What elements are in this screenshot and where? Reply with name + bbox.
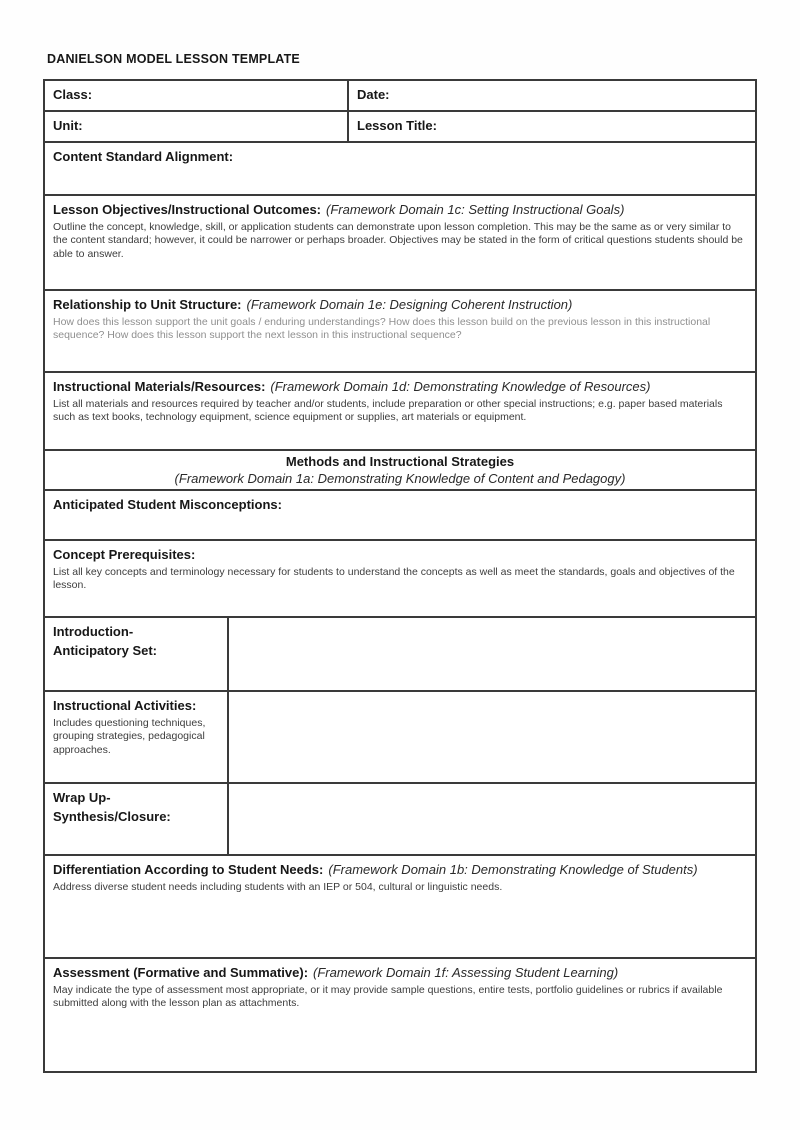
wrap-up-label-line2: Synthesis/Closure: <box>53 808 171 824</box>
section-content-standard <box>45 143 755 196</box>
methods-title: Methods and Instructional Strategies <box>285 454 515 469</box>
section-activities <box>45 692 755 784</box>
differentiation-heading <box>53 861 747 879</box>
row-unit-lesson-title <box>45 112 755 143</box>
class-label: Class: <box>53 87 93 102</box>
lesson-objectives-heading <box>53 201 747 219</box>
prerequisites-description: List all key concepts and terminology necessary for students to understand the concepts as well as meet the standards, goals and objectives of the lesson. <box>53 566 735 592</box>
differentiation-description: Address diverse student needs including students with an IEP or 504, cultural or linguistic needs. <box>53 881 503 893</box>
section-prerequisites <box>45 541 755 618</box>
section-wrap-up <box>45 784 755 856</box>
section-methods-header <box>45 451 755 491</box>
activities-entry-cell <box>227 692 755 782</box>
materials-framework: (Framework Domain 1d: Demonstrating Knowledge of Resources) <box>270 379 651 394</box>
introduction-label-cell <box>45 618 227 690</box>
section-introduction <box>45 618 755 692</box>
materials-description: List all materials and resources required by teacher and/or students, include preparation or other special instructions; e.g. paper based materials such as text books, technology equipment, science equipment or supplies, art materials or equipment. <box>53 398 723 424</box>
assessment-label: Assessment (Formative and Summative): <box>53 965 309 980</box>
section-relationship <box>45 291 755 373</box>
section-materials <box>45 373 755 451</box>
misconceptions-label: Anticipated Student Misconceptions: <box>53 497 282 512</box>
wrap-up-label-line1: Wrap Up- <box>53 790 111 805</box>
lesson-objectives-description: Outline the concept, knowledge, skill, or application students can demonstrate upon lesson completion. This may be the same as or very similar to the content standard; however, it could be narrower or perhaps broader. Objectives may be stated in the form of critical questions students should be able to answer. <box>53 221 743 260</box>
unit-field-cell <box>45 112 347 141</box>
assessment-description: May indicate the type of assessment most appropriate, or it may provide sample questions, entire tests, portfolio guidelines or rubrics if available submitted along with the lesson plan as attachments. <box>53 984 723 1010</box>
unit-label: Unit: <box>53 118 83 133</box>
assessment-heading <box>53 964 747 982</box>
section-lesson-objectives <box>45 196 755 291</box>
section-misconceptions <box>45 491 755 541</box>
introduction-entry-cell <box>227 618 755 690</box>
materials-heading <box>53 378 747 396</box>
date-field-cell <box>347 81 755 110</box>
activities-label-cell <box>45 692 227 782</box>
introduction-label-line1: Introduction- <box>53 624 134 639</box>
prerequisites-label: Concept Prerequisites: <box>53 547 196 562</box>
class-field-cell <box>45 81 347 110</box>
wrap-up-label-cell <box>45 784 227 854</box>
lesson-title-label: Lesson Title: <box>357 118 437 133</box>
document-title: DANIELSON MODEL LESSON TEMPLATE <box>47 52 300 66</box>
relationship-framework: (Framework Domain 1e: Designing Coherent Instruction) <box>246 297 573 312</box>
section-differentiation <box>45 856 755 959</box>
relationship-label: Relationship to Unit Structure: <box>53 297 242 312</box>
activities-label: Instructional Activities: <box>53 698 197 713</box>
lesson-title-field-cell <box>347 112 755 141</box>
activities-description: Includes questioning techniques, grouping strategies, pedagogical approaches. <box>53 716 206 756</box>
differentiation-label: Differentiation According to Student Needs: <box>53 862 324 877</box>
methods-framework: (Framework Domain 1a: Demonstrating Knowledge of Content and Pedagogy) <box>174 471 626 486</box>
lesson-objectives-label: Lesson Objectives/Instructional Outcomes: <box>53 202 322 217</box>
section-assessment <box>45 959 755 1071</box>
differentiation-framework: (Framework Domain 1b: Demonstrating Knowledge of Students) <box>328 862 698 877</box>
lesson-template-table <box>43 79 757 1073</box>
assessment-framework: (Framework Domain 1f: Assessing Student Learning) <box>313 965 619 980</box>
relationship-description: How does this lesson support the unit goals / enduring understandings? How does this lesson build on the previous lesson in this instructional sequence? How does this lesson support the next lesson in this instructional sequence? <box>53 316 711 342</box>
materials-label: Instructional Materials/Resources: <box>53 379 266 394</box>
introduction-label-line2: Anticipatory Set: <box>53 642 158 658</box>
relationship-heading <box>53 296 747 314</box>
date-label: Date: <box>357 87 390 102</box>
row-class-date <box>45 81 755 112</box>
wrap-up-entry-cell <box>227 784 755 854</box>
lesson-objectives-framework: (Framework Domain 1c: Setting Instructional Goals) <box>326 202 625 217</box>
content-standard-label: Content Standard Alignment: <box>53 149 234 164</box>
prerequisites-heading <box>53 546 747 564</box>
